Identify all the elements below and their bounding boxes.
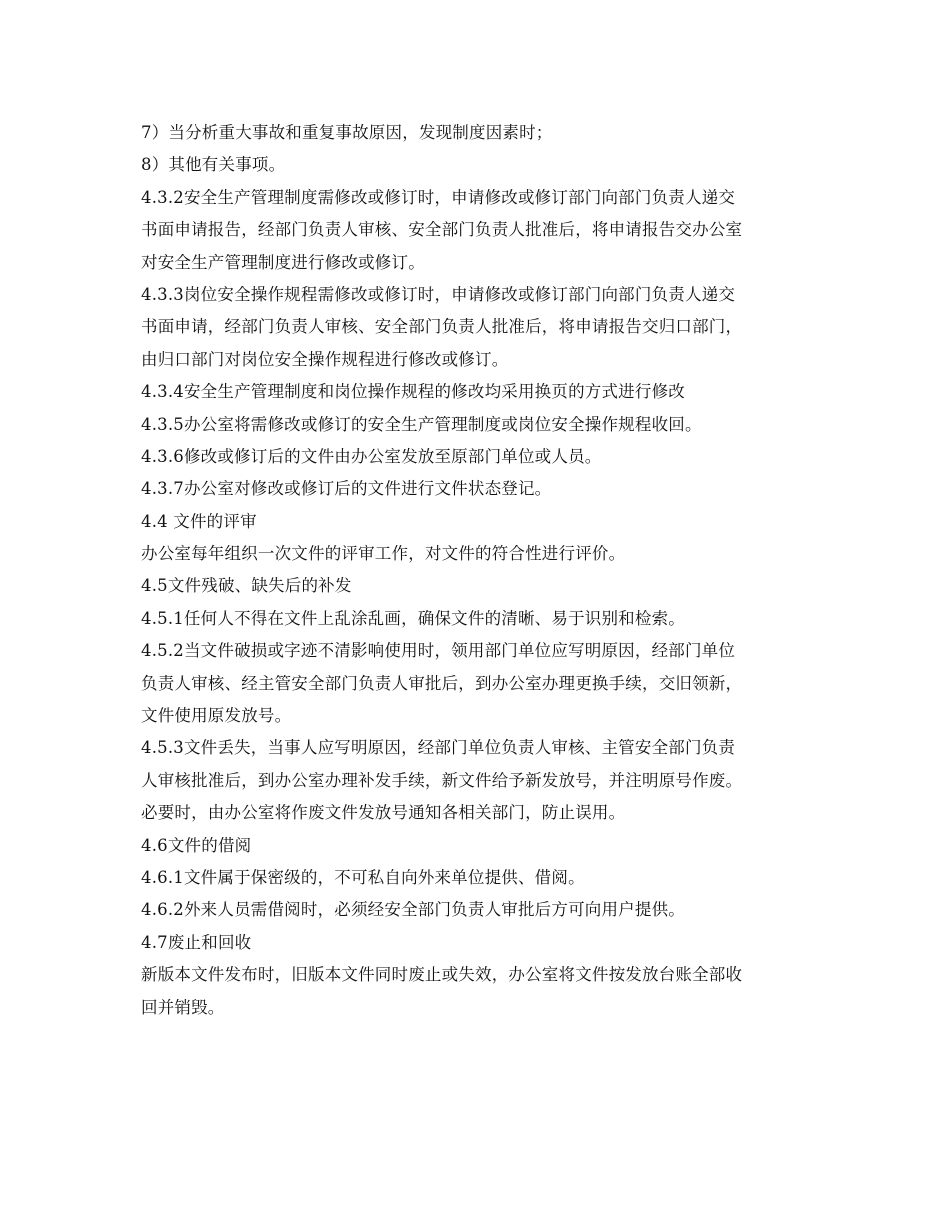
text-line: 必要时，由办公室将作废文件发放号通知各相关部门，防止误用。 — [141, 803, 626, 823]
text-line: 4.3.6修改或修订后的文件由办公室发放至原部门单位或人员。 — [141, 446, 602, 466]
text-line: 4.6.2外来人员需借阅时，必须经安全部门负责人审批后方可向用户提供。 — [141, 900, 685, 920]
text-line: 4.3.5办公室将需修改或修订的安全生产管理制度或岗位安全操作规程收回。 — [141, 414, 702, 434]
section-heading: 4.4 文件的评审 — [141, 511, 257, 531]
text-line: 4.5.2当文件破损或字迹不清影响使用时，领用部门单位应写明原因，经部门单位 — [141, 641, 736, 661]
text-line: 文件使用原发放号。 — [141, 706, 292, 726]
text-line: 4.6.1文件属于保密级的，不可私自向外来单位提供、借阅。 — [141, 867, 585, 887]
text-line: 回并销毁。 — [141, 997, 225, 1017]
text-line: 由归口部门对岗位安全操作规程进行修改或修订。 — [141, 349, 509, 369]
text-line: 4.3.4安全生产管理制度和岗位操作规程的修改均采用换页的方式进行修改 — [141, 382, 685, 402]
text-line: 7）当分析重大事故和重复事故原因，发现制度因素时； — [141, 123, 553, 142]
text-line: 办公室每年组织一次文件的评审工作，对文件的符合性进行评价。 — [141, 544, 626, 564]
section-heading: 4.7废止和回收 — [141, 932, 252, 952]
text-line: 4.3.3岗位安全操作规程需修改或修订时，申请修改或修订部门向部门负责人递交 — [141, 284, 736, 304]
text-line: 对安全生产管理制度进行修改或修订。 — [141, 252, 425, 272]
section-heading: 4.5文件残破、缺失后的补发 — [141, 576, 352, 596]
text-line: 负责人审核、经主管安全部门负责人审批后，到办公室办理更换手续，交旧领新， — [141, 673, 743, 693]
text-line: 4.3.7办公室对修改或修订后的文件进行文件状态登记。 — [141, 479, 552, 499]
text-line: 4.5.1任何人不得在文件上乱涂乱画，确保文件的清晰、易于识别和检索。 — [141, 608, 685, 628]
text-line: 新版本文件发布时，旧版本文件同时废止或失效，办公室将文件按发放台账全部收 — [141, 965, 743, 985]
text-line: 4.3.2安全生产管理制度需修改或修订时，申请修改或修订部门向部门负责人递交 — [141, 187, 736, 207]
text-line: 4.5.3文件丢失，当事人应写明原因，经部门单位负责人审核、主管安全部门负责 — [141, 738, 736, 758]
text-line: 人审核批准后，到办公室办理补发手续，新文件给予新发放号，并注明原号作废。 — [141, 770, 743, 790]
section-heading: 4.6文件的借阅 — [141, 835, 252, 855]
text-line: 书面申请报告，经部门负责人审核、安全部门负责人批准后，将申请报告交办公室 — [141, 220, 743, 240]
text-line: 书面申请，经部门负责人审核、安全部门负责人批准后，将申请报告交归口部门， — [141, 317, 743, 337]
document-body — [141, 117, 821, 1024]
text-line: 8）其他有关事项。 — [141, 155, 286, 175]
